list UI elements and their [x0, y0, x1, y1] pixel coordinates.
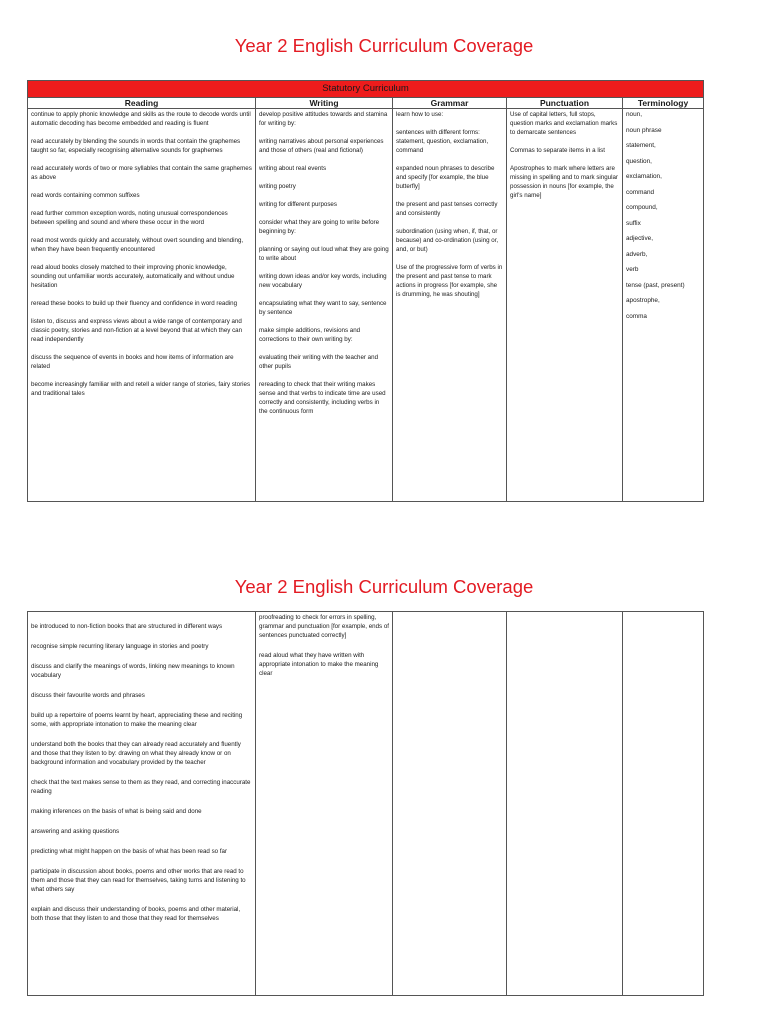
- terminology-item: compound,: [626, 204, 658, 211]
- terminology-cell: [623, 109, 704, 502]
- terminology-item: apostrophe,: [626, 297, 660, 304]
- terminology-item: adjective,: [626, 235, 653, 242]
- terminology-cell: [623, 612, 704, 996]
- reading-item: understand both the books that they can already read accurately and fluently and those that they listen to by: drawing on what they already know or on background information and vocabulary provided by the teacher: [31, 741, 241, 766]
- curriculum-table-continued: [27, 611, 704, 996]
- page-title: Year 2 English Curriculum Coverage: [234, 35, 534, 56]
- terminology-item: statement,: [626, 142, 656, 149]
- writing-item: writing down ideas and/or key words, including new vocabulary: [259, 273, 387, 289]
- reading-item: read aloud books closely matched to their improving phonic knowledge, sounding out unfamiliar words accurately, automatically and without undue hesitation: [31, 264, 235, 289]
- writing-item: encapsulating what they want to say, sentence by sentence: [259, 300, 387, 316]
- terminology-item: tense (past, present): [626, 281, 685, 289]
- reading-item: discuss their favourite words and phrases: [31, 692, 145, 699]
- writing-item: evaluating their writing with the teacher and other pupils: [259, 354, 379, 370]
- reading-item: predicting what might happen on the basis of what has been read so far: [31, 848, 228, 855]
- punctuation-cell: [507, 612, 623, 996]
- column-header-punctuation: Punctuation: [507, 98, 623, 109]
- writing-cell: [256, 612, 393, 996]
- reading-item: discuss and clarify the meanings of words, linking new meanings to known vocabulary: [31, 663, 235, 679]
- terminology-item: adverb,: [626, 250, 648, 258]
- reading-item: become increasingly familiar with and retell a wider range of stories, fairy stories and traditional tales: [31, 381, 251, 397]
- reading-item: be introduced to non-fiction books that are structured in different ways: [31, 623, 223, 630]
- reading-item: listen to, discuss and express views about a wide range of contemporary and classic poetry, stories and non-fiction at a level beyond that at which they can read independently: [31, 318, 243, 343]
- punctuation-cell: [507, 109, 623, 502]
- grammar-item: Use of the progressive form of verbs in the present and past tense to mark actions in progress [for example, she is drumming, he was shouting]: [396, 264, 503, 298]
- reading-item: making inferences on the basis of what is being said and done: [31, 808, 202, 815]
- writing-item: writing poetry: [259, 183, 296, 190]
- terminology-item: suffix: [626, 219, 641, 227]
- reading-item: reread these books to build up their fluency and confidence in word reading: [31, 300, 238, 307]
- grammar-item: expanded noun phrases to describe and specify [for example, the blue butterfly]: [396, 165, 495, 190]
- page-title: Year 2 English Curriculum Coverage: [234, 576, 534, 597]
- writing-item: develop positive attitudes towards and stamina for writing by:: [259, 111, 388, 127]
- column-header-reading: Reading: [28, 98, 256, 109]
- writing-item: planning or saying out loud what they are going to write about: [259, 246, 389, 262]
- terminology-item: question,: [626, 157, 652, 165]
- grammar-cell: [393, 612, 507, 996]
- writing-item: proofreading to check for errors in spelling, grammar and punctuation [for example, ends of sentences punctuated correctly]: [259, 614, 390, 639]
- terminology-item: noun,: [626, 111, 642, 118]
- reading-item: build up a repertoire of poems learnt by heart, appreciating these and reciting some, with appropriate intonation to make the meaning clear: [31, 712, 243, 728]
- reading-item: read accurately by blending the sounds in words that contain the graphemes taught so far, especially recognising alternative sounds for graphemes: [31, 138, 241, 154]
- writing-item: rereading to check that their writing makes sense and that verbs to indicate time are used correctly and consistently, including verbs in the continuous form: [259, 381, 386, 415]
- reading-item: continue to apply phonic knowledge and skills as the route to decode words until automatic decoding has become embedded and reading is fluent: [31, 111, 251, 127]
- reading-item: explain and discuss their understanding of books, poems and other material, both those that they listen to and those that they read for themselves: [31, 906, 241, 922]
- terminology-item: verb: [626, 266, 639, 273]
- reading-item: read accurately words of two or more syllables that contain the same graphemes as above: [31, 165, 252, 181]
- grammar-item: the present and past tenses correctly and consistently: [396, 201, 498, 217]
- punctuation-item: Apostrophes to mark where letters are missing in spelling and to mark singular possession in nouns [for example, the girl's name]: [510, 165, 618, 199]
- reading-item: check that the text makes sense to them as they read, and correcting inaccurate reading: [31, 779, 251, 795]
- reading-cell: [28, 109, 256, 502]
- writing-item: consider what they are going to write before beginning by:: [259, 219, 380, 235]
- grammar-item: subordination (using when, if, that, or because) and co-ordination (using or, and, or but): [396, 228, 499, 253]
- column-header-grammar: Grammar: [393, 98, 507, 109]
- terminology-item: noun phrase: [626, 126, 662, 134]
- grammar-cell: [393, 109, 507, 502]
- terminology-item: exclamation,: [626, 173, 662, 180]
- grammar-item: learn how to use:: [396, 111, 444, 118]
- writing-item: make simple additions, revisions and corrections to their own writing by:: [259, 327, 361, 343]
- column-header-writing: Writing: [256, 98, 393, 109]
- curriculum-table: [27, 80, 704, 502]
- writing-item: read aloud what they have written with appropriate intonation to make the meaning clear: [259, 652, 379, 677]
- writing-item: writing about real events: [259, 165, 327, 172]
- terminology-item: command: [626, 188, 655, 196]
- writing-item: writing narratives about personal experiences and those of others (real and fictional): [259, 138, 384, 154]
- punctuation-item: Use of capital letters, full stops, question marks and exclamation marks to demarcate sentences: [510, 111, 618, 136]
- reading-item: read further common exception words, noting unusual correspondences between spelling and sound and where these occur in the word: [31, 210, 228, 226]
- terminology-item: comma: [626, 312, 647, 320]
- reading-item: read most words quickly and accurately, without overt sounding and blending, when they have been frequently encountered: [31, 237, 244, 253]
- column-header-terminology: Terminology: [623, 98, 704, 109]
- reading-item: answering and asking questions: [31, 828, 120, 835]
- reading-item: read words containing common suffixes: [31, 192, 140, 199]
- reading-item: participate in discussion about books, poems and other works that are read to them and those that they can read for themselves, taking turns and listening to what others say: [31, 868, 246, 893]
- grammar-item: sentences with different forms: statement, question, exclamation, command: [396, 129, 489, 154]
- punctuation-item: Commas to separate items in a list: [510, 147, 605, 154]
- reading-item: recognise simple recurring literary language in stories and poetry: [31, 643, 209, 650]
- reading-item: discuss the sequence of events in books and how items of information are related: [31, 354, 234, 370]
- statutory-curriculum-header: Statutory Curriculum: [28, 81, 704, 98]
- reading-cell: [28, 612, 256, 996]
- writing-cell: [256, 109, 393, 502]
- writing-item: writing for different purposes: [259, 201, 337, 208]
